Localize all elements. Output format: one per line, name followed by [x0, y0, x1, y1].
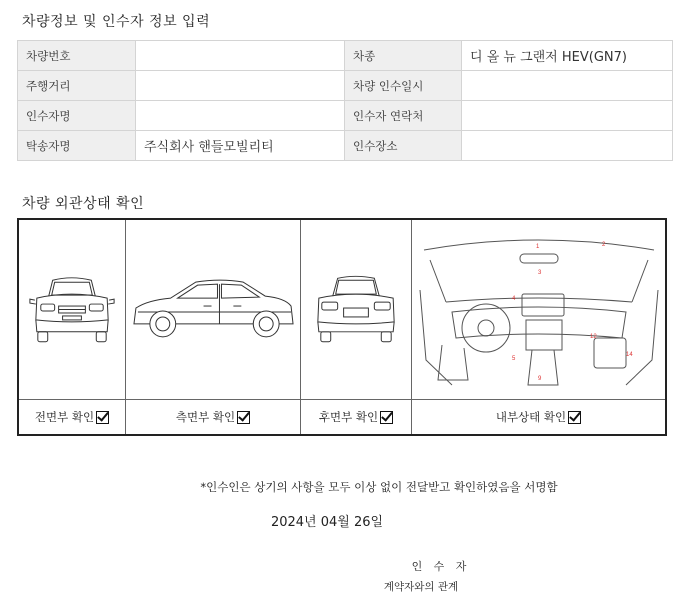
rear-check-text: 후면부 확인 [318, 410, 379, 424]
interior-marker-1: 1 [536, 244, 540, 250]
car-side-illustration [126, 220, 300, 402]
label-vehicle-model: 차종 [345, 41, 462, 71]
value-handover-location[interactable] [462, 131, 673, 161]
interior-checkbox[interactable] [568, 411, 581, 424]
value-vehicle-model[interactable]: 디 올 뉴 그랜저 HEV(GN7) [462, 41, 673, 71]
table-row [18, 131, 673, 161]
table-row [18, 71, 673, 101]
car-side-icon [126, 220, 300, 402]
relation-label: 계약자와의 관계 [383, 581, 459, 593]
interior-view-cell [412, 220, 665, 434]
front-check-text: 전면부 확인 [34, 410, 95, 424]
car-interior-icon [412, 220, 665, 402]
front-check-label[interactable] [19, 399, 125, 434]
side-checkbox[interactable] [237, 411, 250, 424]
car-front-icon [19, 220, 125, 402]
value-receiver-name[interactable] [136, 101, 345, 131]
interior-marker-3: 3 [538, 270, 542, 276]
side-check-label[interactable] [126, 399, 300, 434]
interior-marker-12: 12 [590, 334, 597, 340]
rear-check-label[interactable] [301, 399, 411, 434]
label-handover-location: 인수장소 [345, 131, 462, 161]
table-row [18, 41, 673, 71]
label-mileage: 주행거리 [18, 71, 136, 101]
front-checkbox[interactable] [96, 411, 109, 424]
value-receiver-contact[interactable] [462, 101, 673, 131]
car-rear-illustration [301, 220, 411, 402]
interior-marker-5: 5 [512, 356, 516, 362]
side-check-text: 측면부 확인 [175, 410, 236, 424]
receiver-label: 인 수 자 [411, 560, 471, 573]
label-vehicle-number: 차량번호 [18, 41, 136, 71]
interior-marker-14: 14 [626, 352, 633, 358]
vehicle-condition-panel [17, 218, 667, 436]
label-receiver-name: 인수자명 [18, 101, 136, 131]
table-row [18, 101, 673, 131]
car-interior-illustration [412, 220, 665, 402]
interior-check-label[interactable] [412, 399, 665, 434]
label-driver-name: 탁송자명 [18, 131, 136, 161]
rear-view-cell [301, 220, 412, 434]
rear-checkbox[interactable] [380, 411, 393, 424]
value-driver-name[interactable]: 주식회사 핸들모빌리티 [136, 131, 345, 161]
side-view-cell [126, 220, 301, 434]
interior-check-text: 내부상태 확인 [495, 410, 567, 424]
vehicle-info-table [17, 40, 673, 161]
label-receiver-contact: 인수자 연락처 [345, 101, 462, 131]
value-mileage[interactable] [136, 71, 345, 101]
car-rear-icon [301, 220, 411, 402]
confirmation-notice: *인수인은 상기의 사항을 모두 이상 없이 전달받고 확인하였음을 서명함 [200, 480, 558, 494]
interior-marker-9: 9 [538, 376, 542, 382]
signature-date: 2024년 04월 26일 [270, 515, 384, 530]
car-front-illustration [19, 220, 125, 402]
interior-marker-4: 4 [512, 296, 516, 302]
value-vehicle-number[interactable] [136, 41, 345, 71]
label-handover-datetime: 차량 인수일시 [345, 71, 462, 101]
exterior-check-section-title: 차량 외관상태 확인 [22, 196, 145, 212]
front-view-cell [19, 220, 126, 434]
vehicle-info-section-title: 차량정보 및 인수자 정보 입력 [22, 14, 211, 30]
value-handover-datetime[interactable] [462, 71, 673, 101]
interior-marker-2: 2 [602, 242, 606, 248]
